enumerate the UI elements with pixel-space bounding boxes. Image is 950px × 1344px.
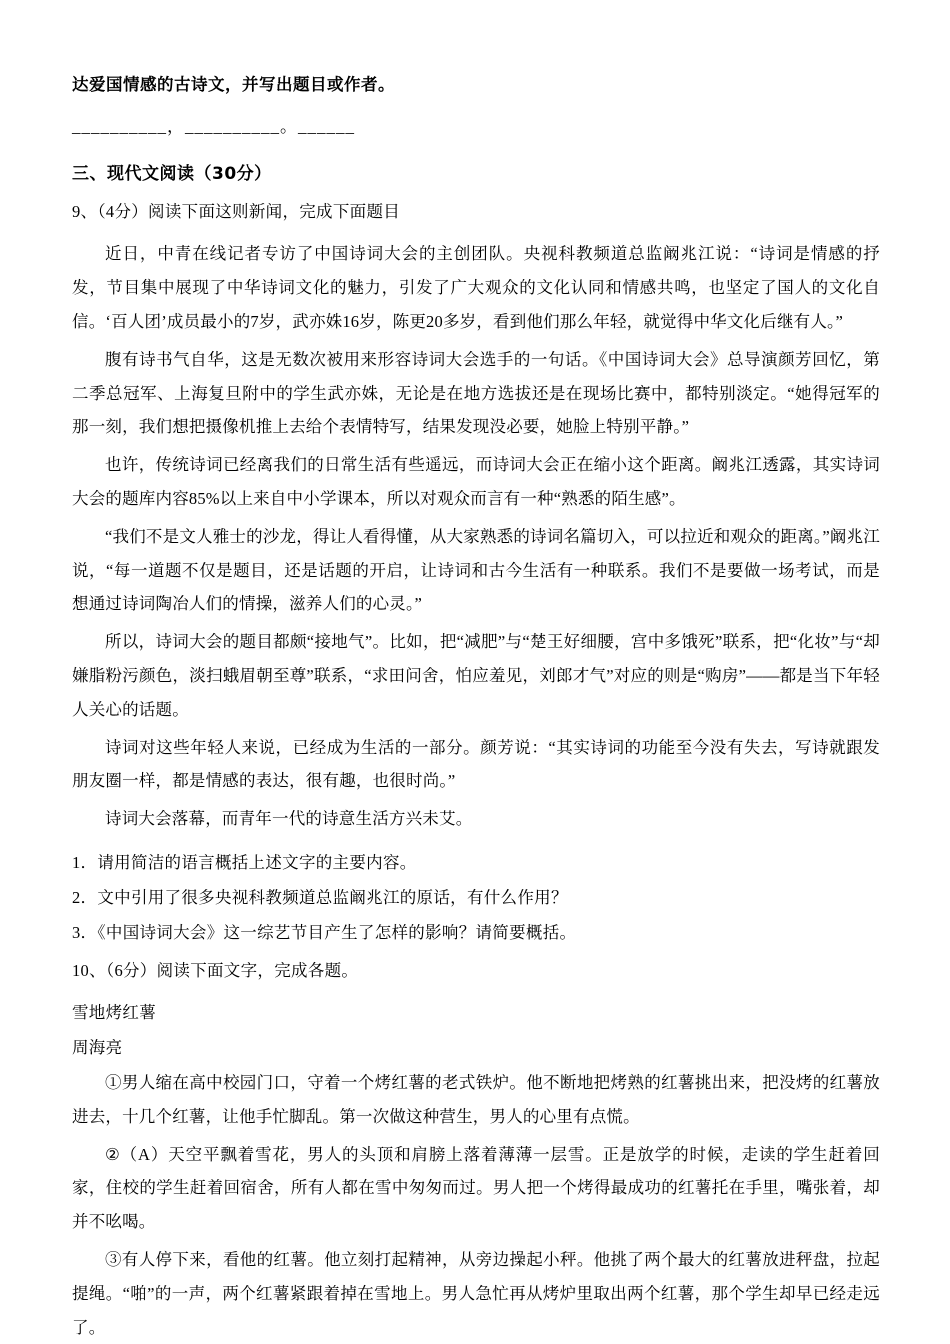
news-paragraph: “我们不是文人雅士的沙龙，得让人看得懂，从大家熟悉的诗词名篇切入，可以拉近和观众的距离。”阚兆江说，“每一道题不仅是题目，还是话题的开启，让诗词和古今生活有一种联系。我们不是要做一场考试，而是想通过诗词陶冶人们的情操，滋养人们的心灵。” bbox=[72, 526, 880, 614]
question-9-item: 3．《中国诗词大会》这一综艺节目产生了怎样的影响？请简要概括。 bbox=[72, 923, 577, 943]
essay-paragraph: ②（A）天空平飘着雪花，男人的头顶和肩膀上落着薄薄一层雪。正是放学的时候，走读的学生赶着回家，住校的学生赶着回宿舍，所有人都在雪中匆匆而过。男人把一个烤得最成功的红薯托在手里，嘴张着，却并不吆喝。 bbox=[72, 1144, 880, 1232]
essay-paragraph: ①男人缩在高中校园门口，守着一个烤红薯的老式铁炉。他不断地把烤熟的红薯挑出来，把没烤的红薯放进去，十几个红薯，让他手忙脚乱。第一次做这种营生，男人的心里有点慌。 bbox=[72, 1072, 880, 1126]
question-9-item: 2．文中引用了很多央视科教频道总监阚兆江的原话，有什么作用？ bbox=[72, 888, 568, 908]
essay-author: 周海亮 bbox=[72, 1037, 123, 1057]
news-paragraph: 也许，传统诗词已经离我们的日常生活有些遥远，而诗词大会正在缩小这个距离。阚兆江透露，其实诗词大会的题库内容85%以上来自中小学课本，所以对观众而言有一种“熟悉的陌生感”。 bbox=[72, 455, 880, 508]
question-9-prompt: 9、（4分）阅读下面这则新闻，完成下面题目 bbox=[72, 202, 401, 222]
essay-title: 雪地烤红薯 bbox=[72, 1002, 156, 1022]
question-9-item: 1．请用简洁的语言概括上述文字的主要内容。 bbox=[72, 853, 417, 873]
news-paragraph: 所以，诗词大会的题目都颇“接地气”。比如，把“减肥”与“楚王好细腰，宫中多饿死”联系，把“化妆”与“却嫌脂粉污颜色，淡扫蛾眉朝至尊”联系，“求田问舍，怕应羞见，刘郎才气”对应的则是“购房”——都是当下年轻人关心的话题。 bbox=[72, 632, 880, 719]
section-title-three: 三、现代文阅读（30分） bbox=[72, 164, 272, 185]
essay-paragraph: ③有人停下来，看他的红薯。他立刻打起精神，从旁边操起小秤。他挑了两个最大的红薯放进秤盘，拉起提绳。“啪”的一声，两个红薯紧跟着掉在雪地上。男人急忙再从烤炉里取出两个红薯，那个学生却早已经走远了。 bbox=[72, 1250, 880, 1337]
news-paragraph: 诗词对这些年轻人来说，已经成为生活的一部分。颜芳说：“其实诗词的功能至今没有失去，写诗就跟发朋友圈一样，都是情感的表达，很有趣，也很时尚。” bbox=[72, 737, 880, 791]
news-paragraph: 诗词大会落幕，而青年一代的诗意生活方兴未艾。 bbox=[105, 809, 473, 829]
news-paragraph: 近日，中青在线记者专访了中国诗词大会的主创团队。央视科教频道总监阚兆江说：“诗词是情感的抒发，节目集中展现了中华诗词文化的魅力，引发了广大观众的文化认同和情感共鸣，也坚定了国人的文化自信。‘百人团’成员最小的7岁，武亦姝16岁，陈更20多岁，看到他们那么年轻，就觉得中华文化后继有人。” bbox=[72, 244, 880, 331]
news-paragraph: 腹有诗书气自华，这是无数次被用来形容诗词大会选手的一句话。《中国诗词大会》总导演颜芳回忆，第二季总冠军、上海复旦附中的学生武亦姝，无论是在地方选拔还是在现场比赛中，都特别淡定。“她得冠军的那一刻，我们想把摄像机推上去给个表情特写，结果发现没必要，她脸上特别平静。” bbox=[72, 349, 880, 437]
fill-in-blank-line: __________，__________。______ bbox=[72, 117, 355, 137]
partial-heading-line: 达爱国情感的古诗文，并写出题目或作者。 bbox=[72, 75, 395, 94]
question-10-prompt: 10、（6分）阅读下面文字，完成各题。 bbox=[72, 961, 359, 981]
